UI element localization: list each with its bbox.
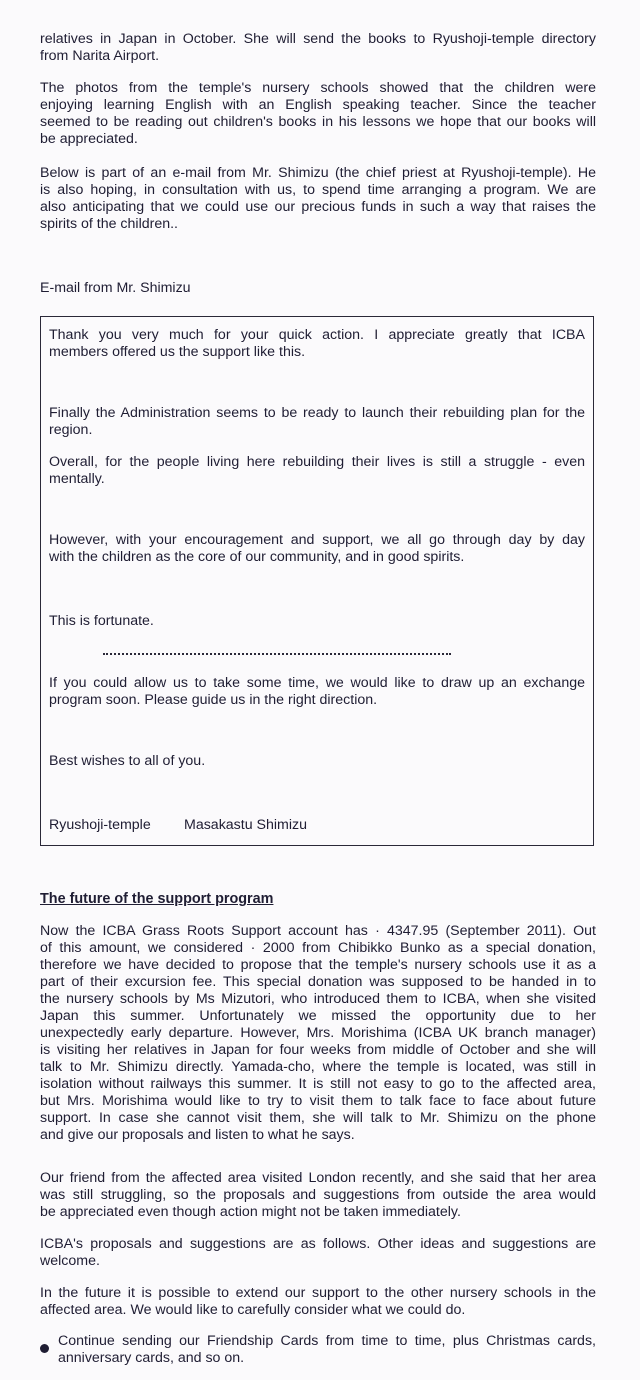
bullet-icon — [40, 1344, 49, 1353]
text-line: isolation without railways this summer. It is still not easy to go to the affected area, — [40, 1076, 596, 1092]
text-line: the nursery schools by Ms Mizutori, who introduced them to ICBA, when she visited — [40, 991, 596, 1007]
text-line: Overall, for the people living here rebuilding their lives is still a struggle - even — [49, 454, 585, 470]
text-line: support. In case she cannot visit them, she will talk to Mr. Shimizu on the phone — [40, 1110, 596, 1126]
intro-paragraph-1 — [40, 31, 596, 65]
future-paragraph-3 — [40, 1236, 596, 1270]
text-line: members offered us the support like this. — [49, 344, 306, 360]
text-line: Below is part of an e-mail from Mr. Shimizu (the chief priest at Ryushoji-temple). He — [40, 165, 596, 181]
text-line: Our friend from the affected area visited London recently, and she said that her area — [40, 1170, 596, 1186]
text-line: program soon. Please guide us in the right direction. — [49, 692, 378, 708]
intro-paragraph-2 — [40, 80, 596, 148]
text-line: Thank you very much for your quick action. I appreciate greatly that ICBA — [49, 327, 585, 343]
intro-paragraph-3 — [40, 165, 596, 233]
email-quote-box — [40, 316, 594, 846]
text-line: relatives in Japan in October. She will send the books to Ryushoji-temple directory — [40, 31, 596, 47]
text-line: The photos from the temple's nursery schools showed that the children were — [40, 80, 596, 96]
text-line: unexpectedly early departure. However, Mrs. Morishima (ICBA UK branch manager) — [40, 1025, 596, 1041]
text-line: seemed to be reading out children's books in his lessons we hope that our books will — [40, 114, 596, 130]
text-line: mentally. — [49, 471, 105, 487]
text-line: anniversary cards, and so on. — [58, 1350, 245, 1366]
text-line: talk to Mr. Shimizu directly. Yamada-cho, where the temple is located, was still in — [40, 1059, 596, 1075]
text-line: therefore we have decided to propose that the temple's nursery schools use it as a — [40, 957, 596, 973]
text-line: Continue sending our Friendship Cards from time to time, plus Christmas cards, — [58, 1333, 596, 1349]
text-line: In the future it is possible to extend our support to the other nursery schools in the — [40, 1285, 596, 1301]
email-signature — [49, 817, 585, 834]
text-line: also anticipating that we could use our precious funds in such a way that raises the — [40, 199, 596, 215]
text-line: and give our proposals and listen to what he says. — [40, 1127, 355, 1143]
text-line: If you could allow us to take some time, we would like to draw up an exchange — [49, 675, 585, 691]
future-paragraph-2 — [40, 1170, 596, 1221]
text-line: affected area. We would like to carefully consider what we could do. — [40, 1302, 466, 1318]
email-paragraph-4 — [49, 532, 585, 566]
email-label: E-mail from Mr. Shimizu — [40, 280, 191, 296]
text-line: ICBA's proposals and suggestions are as follows. Other ideas and suggestions are — [40, 1236, 596, 1252]
text-line: spirits of the children.. — [40, 216, 178, 232]
text-line: region. — [49, 422, 93, 438]
section-heading: The future of the support program — [40, 891, 274, 907]
text-line: be appreciated even though action might not be taken immediately. — [40, 1204, 461, 1220]
text-line: with the children as the core of our community, and in good spirits. — [49, 549, 465, 565]
text-line: but Mrs. Morishima would like to try to visit them to talk face to face about future — [40, 1093, 596, 1109]
text-line: welcome. — [40, 1253, 100, 1269]
text-line: is also hoping, in consultation with us, to spend time arranging a program. We are — [40, 182, 596, 198]
email-paragraph-3 — [49, 454, 585, 488]
text-line: Now the ICBA Grass Roots Support account has · 4347.95 (September 2011). Out — [40, 923, 596, 939]
text-line: was still struggling, so the proposals and suggestions from outside the area would — [40, 1187, 596, 1203]
future-paragraph-4 — [40, 1285, 596, 1319]
signature-temple: Ryushoji-temple — [49, 817, 151, 833]
text-line: enjoying learning English with an English speaking teacher. Since the teacher — [40, 97, 596, 113]
text-line: from Narita Airport. — [40, 48, 160, 64]
email-paragraph-1 — [49, 327, 585, 361]
omission-dotted-line — [103, 653, 451, 657]
email-paragraph-6 — [49, 675, 585, 709]
signature-name: Masakastu Shimizu — [184, 817, 308, 833]
text-line: be appreciated. — [40, 131, 138, 147]
text-line: Japan this summer. Unfortunately we missed the opportunity due to her — [40, 1008, 596, 1024]
email-paragraph-7: Best wishes to all of you. — [49, 753, 206, 769]
email-paragraph-2 — [49, 405, 585, 439]
text-line: However, with your encouragement and support, we all go through day by day — [49, 532, 585, 548]
text-line: part of their excursion fee. This special donation was supposed to be handed in to — [40, 974, 596, 990]
text-line: Finally the Administration seems to be ready to launch their rebuilding plan for the — [49, 405, 585, 421]
email-paragraph-5: This is fortunate. — [49, 613, 154, 629]
text-line: is visiting her relatives in Japan for four weeks from middle of October and she will — [40, 1042, 596, 1058]
text-line: of this amount, we considered · 2000 from Chibikko Bunko as a special donation, — [40, 940, 596, 956]
bullet-item — [58, 1333, 596, 1367]
future-paragraph-1 — [40, 923, 596, 1144]
